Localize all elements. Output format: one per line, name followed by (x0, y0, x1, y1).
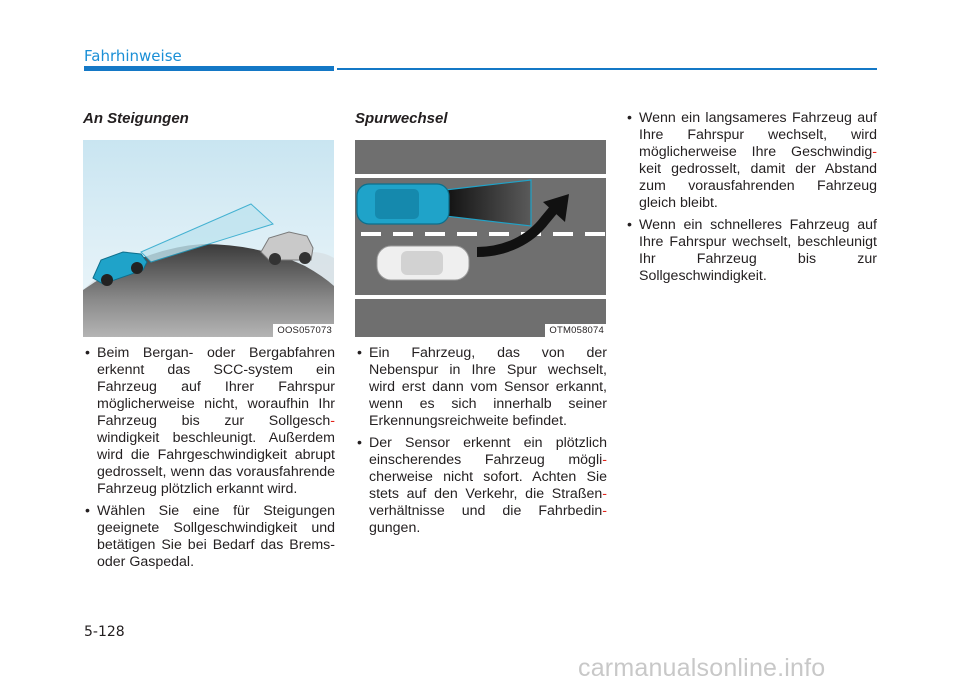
figure-code: OOS057073 (273, 324, 334, 337)
list-item: • Wenn ein langsameres Fahrzeug auf Ihre Fahrspur wechselt, wird möglicherweise Ihre Geschwindig- keit gedrosselt, damit der Abstand zum vorausfahrenden Fahrzeug gleich bleibt. (625, 110, 877, 212)
own-car-icon (357, 184, 449, 224)
cutting-in-car-icon (377, 246, 469, 280)
figure-code: OTM058074 (545, 324, 606, 337)
bullet-list (625, 110, 877, 285)
list-item: • Der Sensor erkennt ein plötzlich einscherendes Fahrzeug mögli- cherweise nicht sofort. Achten Sie stets auf den Verkehr, die Straßen- verhältnisse und die Fahrbedin- gungen. (355, 435, 607, 537)
header-rule-accent (84, 66, 334, 71)
figure-lane-change-illustration (355, 140, 606, 337)
column-hill (83, 110, 335, 576)
column-lane-change-cont (625, 110, 877, 290)
list-item: • Wählen Sie eine für Steigungen geeignete Sollgeschwindigkeit und betätigen Sie bei Bedarf das Brems- oder Gaspedal. (83, 503, 335, 571)
bullet-list (83, 345, 335, 571)
bullet-list (355, 345, 607, 537)
heading-hill: An Steigungen (83, 110, 189, 127)
list-item: • Wenn ein schnelleres Fahrzeug auf Ihre Fahrspur wechselt, beschleunigt Ihr Fahrzeug bis zur Sollgeschwindigkeit. (625, 217, 877, 285)
page-number: 5-128 (84, 624, 125, 640)
heading-lane-change: Spurwechsel (355, 110, 448, 127)
column-lane-change (355, 110, 607, 542)
list-item: • Ein Fahrzeug, das von der Nebenspur in Ihre Spur wechselt, wird erst dann vom Sensor erkannt, wenn es sich innerhalb seiner Erkennungsreichweite befindet. (355, 345, 607, 430)
figure-hill-illustration (83, 140, 334, 337)
header-rule (337, 68, 877, 70)
list-item: • Beim Bergan- oder Bergabfahren erkennt das SCC-system ein Fahrzeug auf Ihrer Fahrspur möglicherweise nicht, woraufhin Ihr Fahrzeug bis zur Sollgesch- windigkeit beschleunigt. Außerdem wird die Fahrgeschwindigkeit abrupt gedrosselt, wenn das vorausfahrende Fahrzeug plötzlich erkannt wird. (83, 345, 335, 498)
watermark: carmanualsonline.info (578, 654, 826, 682)
section-title: Fahrhinweise (84, 47, 182, 65)
